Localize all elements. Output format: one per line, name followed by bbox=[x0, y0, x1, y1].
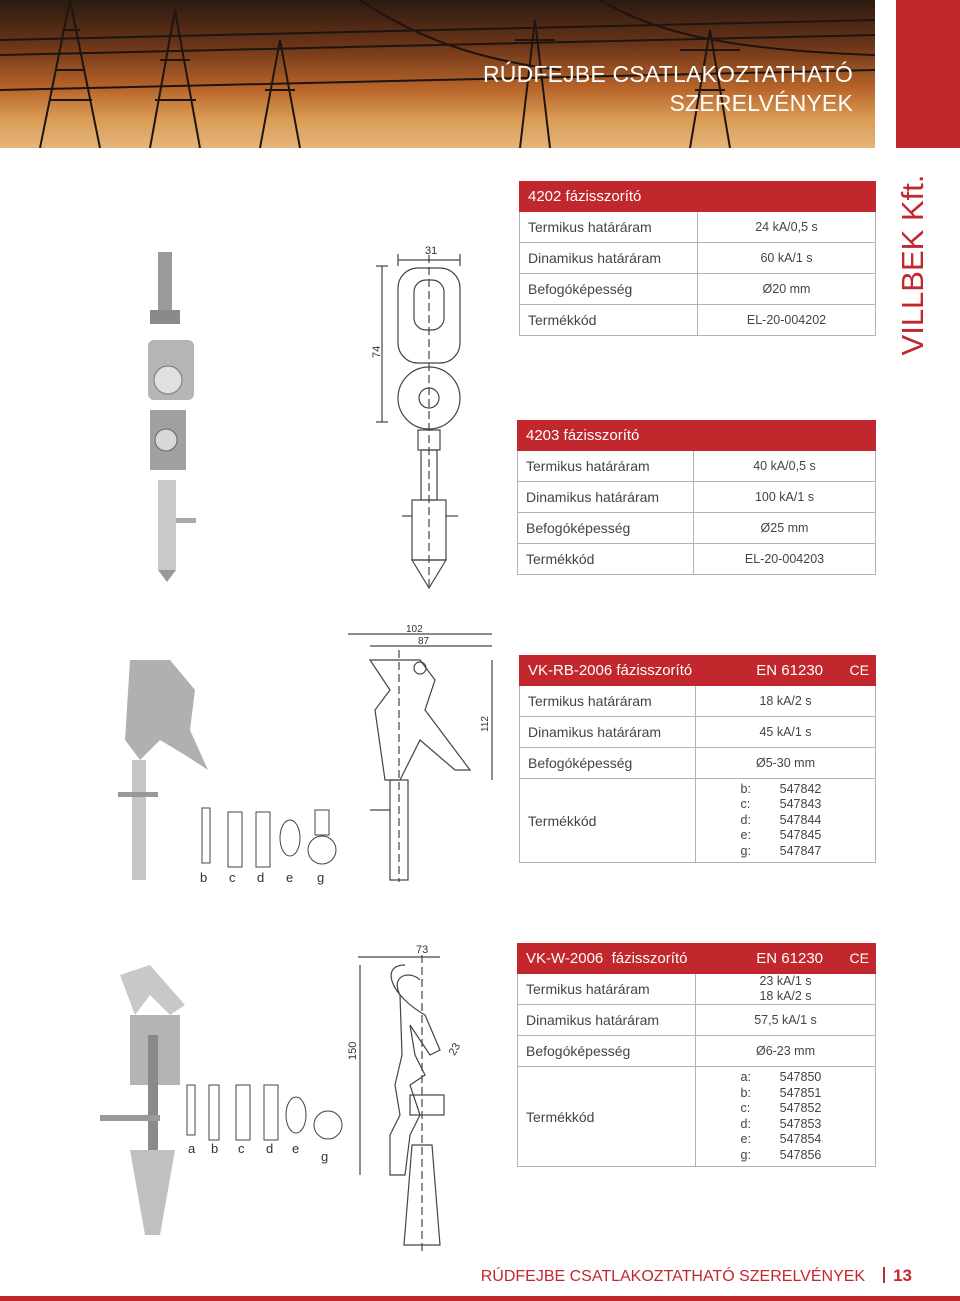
product-name: 4203 fázisszorító bbox=[518, 421, 876, 451]
code-key: d: bbox=[740, 812, 751, 827]
spec-table-4202 bbox=[519, 181, 876, 336]
code-value: 547845 bbox=[779, 828, 822, 843]
code-value: 547850 bbox=[779, 1070, 822, 1084]
code-key: e: bbox=[740, 828, 751, 843]
dimension-height: 112 bbox=[480, 716, 491, 732]
row-label: Termikus határáram bbox=[518, 451, 694, 482]
row-value: Ø6-23 mm bbox=[696, 1036, 876, 1067]
product-codes bbox=[696, 779, 876, 863]
technical-drawing bbox=[348, 634, 492, 882]
row-value: EL-20-004202 bbox=[698, 305, 876, 336]
row-label: Termikus határáram bbox=[520, 212, 698, 243]
page-title-line1: RÚDFEJBE CSATLAKOZTATHATÓ bbox=[482, 61, 853, 87]
code-value: 547856 bbox=[779, 1147, 822, 1162]
code-key: a: bbox=[740, 1070, 751, 1084]
row-value: 60 kA/1 s bbox=[698, 243, 876, 274]
row-label: Dinamikus határáram bbox=[518, 1005, 696, 1036]
attachment-label-e: e bbox=[286, 870, 294, 885]
standard-label: EN 61230 bbox=[756, 950, 823, 967]
product-name: 4202 fázisszorító bbox=[520, 182, 876, 212]
row-label: Dinamikus határáram bbox=[520, 243, 698, 274]
code-value: 547844 bbox=[779, 812, 822, 827]
standard-label: EN 61230 bbox=[756, 662, 823, 679]
row-value: 40 kA/0,5 s bbox=[694, 451, 876, 482]
page-title-line2: SZERELVÉNYEK bbox=[669, 90, 853, 116]
row-value-line1: 23 kA/1 s bbox=[759, 974, 812, 988]
code-value: 547854 bbox=[779, 1132, 822, 1146]
dimension-width: 73 bbox=[416, 944, 429, 956]
footer-title: RÚDFEJBE CSATLAKOZTATHATÓ SZERELVÉNYEK bbox=[480, 1268, 866, 1285]
clamp-photo bbox=[100, 965, 185, 1235]
dimension-width: 102 bbox=[406, 624, 423, 635]
row-label: Befogóképesség bbox=[520, 274, 698, 305]
row-value: 45 kA/1 s bbox=[696, 717, 876, 748]
code-key: b: bbox=[740, 781, 751, 796]
row-value bbox=[696, 974, 876, 1005]
code-key: c: bbox=[740, 797, 751, 812]
row-label: Befogóképesség bbox=[518, 513, 694, 544]
technical-drawing bbox=[376, 254, 460, 588]
row-label: Befogóképesség bbox=[518, 1036, 696, 1067]
code-value: 547842 bbox=[779, 781, 822, 796]
row-label: Dinamikus határáram bbox=[520, 717, 696, 748]
code-key: d: bbox=[740, 1116, 751, 1131]
row-value: Ø20 mm bbox=[698, 274, 876, 305]
footer-rule bbox=[0, 1296, 960, 1301]
code-value: 547847 bbox=[779, 843, 822, 858]
row-value: 57,5 kA/1 s bbox=[696, 1005, 876, 1036]
dimension-height: 74 bbox=[371, 345, 383, 358]
product-codes bbox=[696, 1067, 876, 1167]
row-label: Termékkód bbox=[518, 1067, 696, 1167]
row-label: Termékkód bbox=[518, 544, 694, 575]
brand-name: VILLBEK Kft. bbox=[895, 174, 930, 356]
attachment-label-e: e bbox=[292, 1141, 300, 1156]
attachment-drawings bbox=[187, 1085, 342, 1140]
row-value-line2: 18 kA/2 s bbox=[759, 989, 812, 1003]
clamp-photo bbox=[148, 252, 196, 582]
footer-divider bbox=[883, 1267, 885, 1283]
row-label: Dinamikus határáram bbox=[518, 482, 694, 513]
row-label: Termikus határáram bbox=[520, 686, 696, 717]
dimension-inner-width: 87 bbox=[418, 636, 430, 647]
brand-logo bbox=[893, 174, 933, 356]
attachment-label-d: d bbox=[266, 1141, 274, 1156]
attachment-label-g: g bbox=[317, 870, 325, 885]
row-value: 18 kA/2 s bbox=[696, 686, 876, 717]
row-label: Termékkód bbox=[520, 305, 698, 336]
code-value: 547853 bbox=[779, 1116, 822, 1131]
row-value: Ø25 mm bbox=[694, 513, 876, 544]
attachment-label-c: c bbox=[238, 1141, 245, 1156]
dimension-width: 31 bbox=[425, 245, 438, 257]
technical-drawing bbox=[358, 955, 444, 1255]
page-footer bbox=[481, 1266, 912, 1286]
code-value: 547852 bbox=[779, 1101, 822, 1115]
brand-strip bbox=[896, 0, 960, 148]
row-label: Termikus határáram bbox=[518, 974, 696, 1005]
header-banner bbox=[0, 0, 875, 148]
attachment-drawings bbox=[202, 808, 336, 867]
row-label: Befogóképesség bbox=[520, 748, 696, 779]
code-key: e: bbox=[740, 1132, 751, 1146]
code-value: 547851 bbox=[779, 1085, 822, 1100]
row-value: Ø5-30 mm bbox=[696, 748, 876, 779]
code-key: b: bbox=[740, 1085, 751, 1100]
row-value: EL-20-004203 bbox=[694, 544, 876, 575]
code-value: 547843 bbox=[779, 797, 822, 812]
attachment-label-a: a bbox=[188, 1141, 196, 1156]
row-label: Termékkód bbox=[520, 779, 696, 863]
clamp-photo bbox=[118, 660, 208, 880]
clamp-4202-4203-illustration bbox=[140, 240, 490, 590]
attachment-label-c: c bbox=[229, 870, 236, 885]
attachment-label-b: b bbox=[211, 1141, 219, 1156]
code-key: g: bbox=[740, 1147, 751, 1162]
product-name: VK-W-2006 fázisszorító bbox=[526, 950, 688, 967]
page-title bbox=[483, 60, 853, 118]
dimension-height: 150 bbox=[347, 1041, 359, 1060]
page-number: 13 bbox=[893, 1266, 912, 1285]
attachment-label-g: g bbox=[321, 1149, 329, 1164]
attachment-label-b: b bbox=[200, 870, 208, 885]
row-value: 100 kA/1 s bbox=[694, 482, 876, 513]
spec-table-vk-w-2006 bbox=[517, 943, 876, 1167]
clamp-vk-rb-illustration bbox=[100, 620, 500, 890]
spec-table-vk-rb-2006 bbox=[519, 655, 876, 863]
attachment-label-d: d bbox=[257, 870, 265, 885]
ce-mark-icon: CE bbox=[849, 950, 869, 966]
code-key: c: bbox=[740, 1101, 751, 1115]
clamp-vk-w-illustration bbox=[90, 935, 510, 1265]
code-key: g: bbox=[740, 843, 751, 858]
spec-table-4203 bbox=[517, 420, 876, 575]
ce-mark-icon: CE bbox=[849, 662, 869, 678]
row-value: 24 kA/0,5 s bbox=[698, 212, 876, 243]
product-name: VK-RB-2006 fázisszorító bbox=[528, 662, 693, 679]
dimension-jaw: 23 bbox=[446, 1041, 464, 1058]
